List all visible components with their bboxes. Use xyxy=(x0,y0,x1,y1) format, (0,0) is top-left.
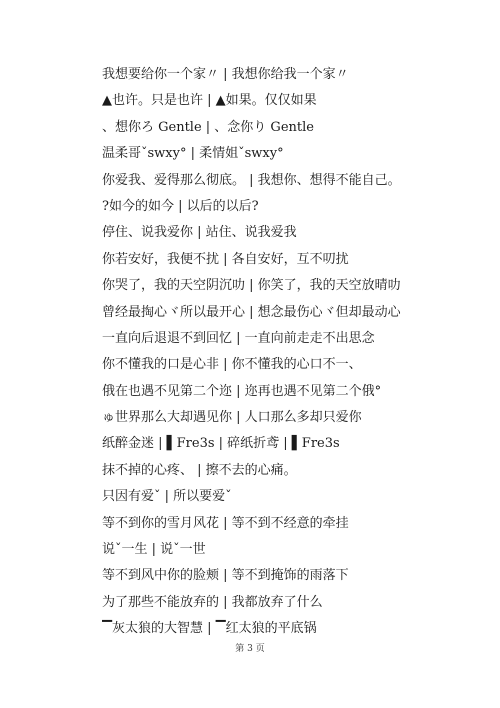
text-line: 你哭了，我的天空阴沉叻 | 你笑了，我的天空放晴叻 xyxy=(102,278,401,294)
text-line: 你爱我、爱得那么彻底。 | 我想你、想得不能自己。 xyxy=(102,172,401,188)
text-line: 你若安好，我便不扰 | 各自安好，互不叨扰 xyxy=(102,251,349,267)
text-line: 只因有爱ˇ | 所以要爱ˇ xyxy=(102,489,232,505)
text-line: 抹不掉的心疼、 | 擦不去的心痛。 xyxy=(102,462,297,478)
text-line: 温柔哥ˇswxy° | 柔情姐ˇswxy° xyxy=(102,146,284,162)
text-line: 为了那些不能放弃的 | 我都放弃了什么 xyxy=(102,594,323,610)
text-line: ▔灰太狼的大智慧 | ▔红太狼的平底锅 xyxy=(102,621,317,637)
text-line: ゅ世界那么大却遇见你 | 人口那么多却只爱你 xyxy=(102,410,362,426)
text-line: 纸醉金迷 | ▌Fre3s | 碎纸折鸢 | ▌Fre3s xyxy=(102,436,340,452)
text-line: 、想你ろ Gentle | 、念你り Gentle xyxy=(102,119,314,135)
text-line: 俄在也遇不见第二个迩 | 迩再也遇不见第二个俄° xyxy=(102,383,382,399)
page-number: 第 3 页 xyxy=(235,644,265,654)
text-line: ▲也许。只是也许 | ▲如果。仅仅如果 xyxy=(102,93,317,109)
text-line: 你不懂我的口是心非 | 你不懂我的心口不一、 xyxy=(102,357,362,373)
text-lines xyxy=(102,62,442,643)
text-line: 曾经最掏心ヾ所以最开心 | 想念最伤心ヾ但却最动心 xyxy=(102,304,401,320)
text-line: 等不到风中你的脸颊 | 等不到掩饰的雨落下 xyxy=(102,568,349,584)
text-line: 等不到你的雪月风花 | 等不到不经意的牵挂 xyxy=(102,515,349,531)
text-line: 一直向后退退不到回忆 | 一直向前走走不出思念 xyxy=(102,330,375,346)
text-line: 我想要给你一个家〃 | 我想你给我一个家〃 xyxy=(102,67,349,82)
text-line: 说ˇ一生 | 说ˇ一世 xyxy=(102,542,206,558)
text-line: 停住、说我爱你 | 站住、说我爱我 xyxy=(102,225,297,241)
text-line: ?如今的如今 | 以后的以后? xyxy=(102,198,259,214)
